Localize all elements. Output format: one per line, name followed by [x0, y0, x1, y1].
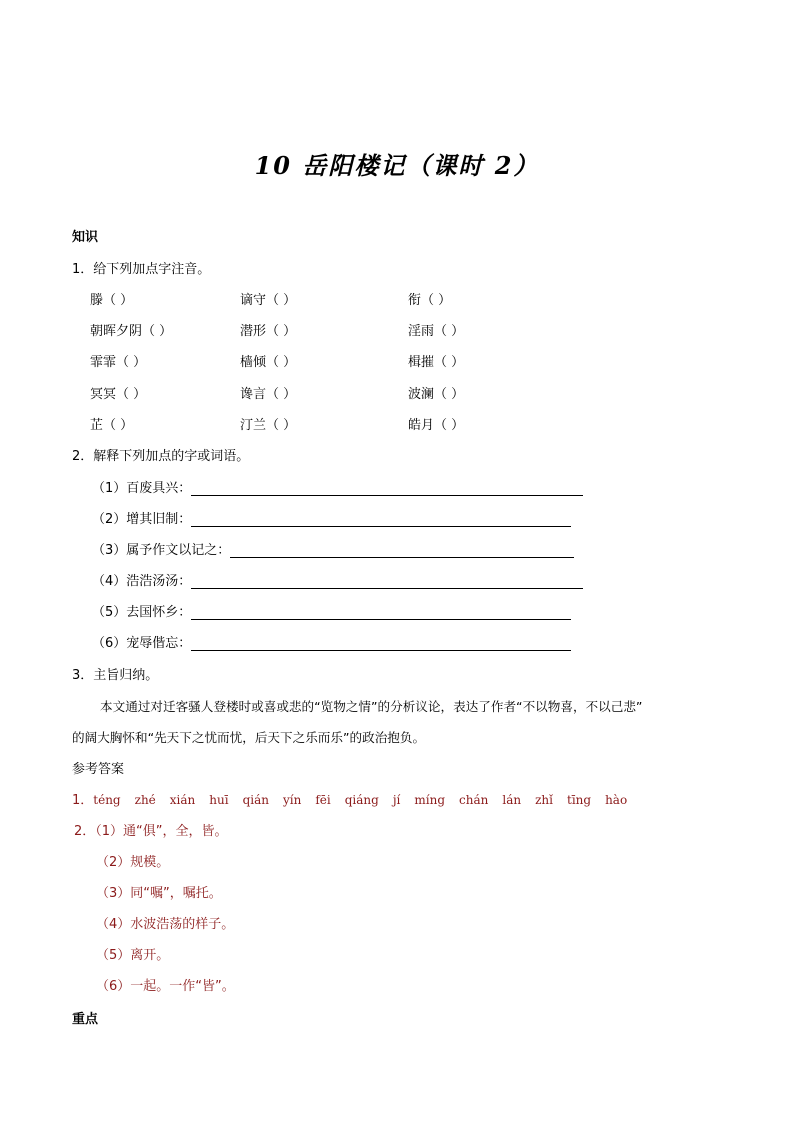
question-3-prompt: 3．主旨归纳。: [72, 668, 159, 683]
q1-item: 波澜（ ）: [408, 387, 465, 402]
q2-item-label: （6）宠辱偕忘：: [92, 636, 192, 651]
q2-item-label: （1）百废具兴：: [92, 481, 192, 496]
page-title: 10 岳阳楼记（课时 2）: [254, 151, 540, 180]
q3-summary-line: 本文通过对迁客骚人登楼时或喜或悲的“览物之情”的分析议论，表达了作者“不以物喜，不以己悲”: [100, 699, 643, 714]
q1-item: 潜形（ ）: [240, 324, 297, 339]
q1-item: 冥冥（ ）: [90, 387, 147, 402]
q1-item: 皓月（ ）: [408, 418, 465, 433]
pinyin-syllable: zhé: [134, 793, 156, 807]
pinyin-syllable: yín: [282, 793, 302, 807]
answer-2-line: （4）水波浩荡的样子。: [96, 917, 235, 932]
pinyin-syllable: qiáng: [344, 793, 379, 807]
answer-blank[interactable]: [191, 512, 571, 527]
q2-item: [92, 570, 583, 589]
q2-item: [92, 632, 571, 651]
answer-1: [72, 789, 641, 808]
q3-summary-line: 的阔大胸怀和“先天下之忧而忧，后天下之乐而乐”的政治抱负。: [72, 730, 426, 745]
pinyin-syllable: jí: [392, 793, 401, 807]
q2-item: [92, 477, 583, 496]
answer-blank[interactable]: [230, 543, 574, 558]
q1-item: 淫雨（ ）: [408, 324, 465, 339]
pinyin-syllable: chán: [459, 793, 489, 807]
q1-item: 谪守（ ）: [240, 293, 297, 308]
question-2-prompt: 2．解释下列加点的字或词语。: [72, 449, 250, 464]
pinyin-syllable: hào: [605, 793, 628, 807]
q1-item: 霏霏（ ）: [90, 355, 147, 370]
answer-blank[interactable]: [191, 636, 571, 651]
answer-2-line: （2）规模。: [96, 855, 170, 870]
q1-item: 楫摧（ ）: [408, 355, 465, 370]
q1-item: 滕（ ）: [90, 293, 134, 308]
question-1-prompt: 1．给下列加点字注音。: [72, 262, 211, 277]
pinyin-syllable: míng: [414, 793, 446, 807]
q2-item: [92, 539, 574, 558]
answer-2-line: （5）离开。: [96, 948, 170, 963]
q2-item: [92, 508, 571, 527]
answer-blank[interactable]: [191, 481, 583, 496]
answer-2-line: （6）一起。一作“皆”。: [96, 979, 235, 994]
pinyin-syllable: qián: [242, 793, 269, 807]
q2-item-label: （4）浩浩汤汤：: [92, 574, 192, 589]
q1-item: 樯倾（ ）: [240, 355, 297, 370]
q1-item: 衔（ ）: [408, 293, 452, 308]
pinyin-syllable: tīng: [567, 793, 592, 807]
q2-item: [92, 601, 571, 620]
answer-blank[interactable]: [191, 574, 583, 589]
pinyin-syllable: huī: [209, 793, 229, 807]
pinyin-syllable: zhǐ: [535, 793, 553, 807]
pinyin-syllable: xián: [169, 793, 196, 807]
section-heading-knowledge: 知识: [72, 230, 99, 245]
q2-item-label: （2）增其旧制：: [92, 512, 192, 527]
q2-item-label: （3）属予作文以记之：: [92, 543, 231, 558]
pinyin-syllable: fēi: [315, 793, 331, 807]
q1-item: 芷（ ）: [90, 418, 134, 433]
answer-2-line: 2．（1）通“俱”，全，皆。: [74, 824, 228, 839]
section-heading-key-points: 重点: [72, 1012, 99, 1027]
q2-item-label: （5）去国怀乡：: [92, 605, 192, 620]
answers-heading: 参考答案: [72, 762, 125, 777]
q1-item: 朝晖夕阴（ ）: [90, 324, 173, 339]
pinyin-syllable: lán: [502, 793, 522, 807]
answer-2-line: （3）同“嘱”，嘱托。: [96, 886, 222, 901]
q1-item: 谗言（ ）: [240, 387, 297, 402]
answer-blank[interactable]: [191, 605, 571, 620]
pinyin-row: [93, 793, 641, 807]
q1-item: 汀兰（ ）: [240, 418, 297, 433]
answer-1-number: 1．: [72, 793, 94, 808]
pinyin-syllable: téng: [93, 793, 121, 807]
